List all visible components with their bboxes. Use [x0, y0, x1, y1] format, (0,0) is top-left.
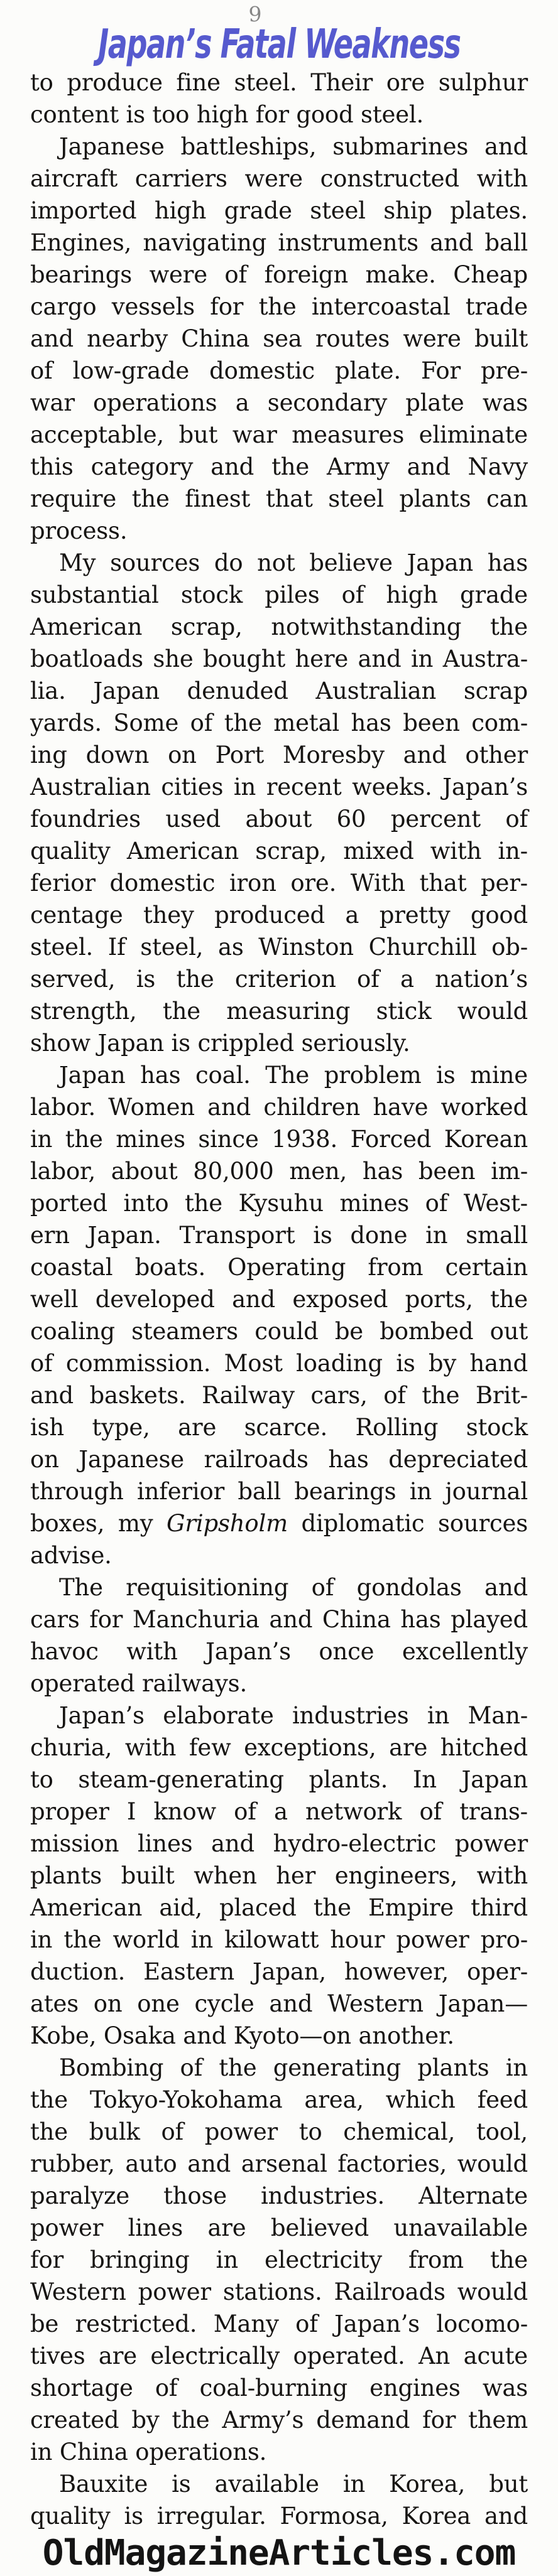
text-line: American aid, placed the Empire third: [30, 1894, 528, 1921]
text-line: coaling steamers could be bombed out: [30, 1318, 528, 1345]
text-line: tives are electrically operated. An acute: [30, 2342, 528, 2369]
text-line: centage they produced a pretty good: [30, 902, 528, 929]
text-line: rubber, auto and arsenal factories, would: [30, 2150, 528, 2177]
text-line: Kobe, Osaka and Kyoto—on another.: [30, 2022, 454, 2049]
text-line: this category and the Army and Navy: [30, 453, 528, 480]
text-line: process.: [30, 517, 128, 544]
text-line: labor, about 80,000 men, has been im-: [30, 1158, 528, 1185]
text-line: bearings were of foreign make. Cheap: [30, 261, 528, 288]
text-line: The requisitioning of gondolas and: [59, 1574, 528, 1601]
text-line: content is too high for good steel.: [30, 101, 424, 128]
text-line: mission lines and hydro-electric power: [30, 1830, 528, 1857]
text-line: on Japanese railroads has depreciated: [30, 1446, 528, 1473]
article-title: [0, 21, 558, 68]
text-line: substantial stock piles of high grade: [30, 581, 528, 608]
text-line: aircraft carriers were constructed with: [30, 165, 528, 192]
text-line: Japanese battleships, submarines and: [59, 133, 528, 160]
text-line: require the finest that steel plants can: [30, 485, 528, 512]
text-line: for bringing in electricity from the: [30, 2246, 528, 2273]
watermark-footer: OldMagazineArticles.com: [42, 2533, 516, 2573]
text-line: in the world in kilowatt hour power pro-: [30, 1926, 528, 1953]
text-line: ates on one cycle and Western Japan—: [30, 1990, 528, 2017]
text-line: duction. Eastern Japan, however, oper-: [30, 1958, 528, 1985]
text-line: and baskets. Railway cars, of the Brit-: [30, 1382, 528, 1409]
text-line: boatloads she bought here and in Austra-: [30, 645, 528, 672]
text-line: shortage of coal-burning engines was: [30, 2374, 528, 2401]
text-line: Western power stations. Railroads would: [30, 2278, 528, 2305]
text-line: ing down on Port Moresby and other: [30, 741, 528, 768]
text-line: well developed and exposed ports, the: [30, 1286, 528, 1313]
text-line: churia, with few exceptions, are hitched: [30, 1734, 528, 1761]
page-number: 9: [248, 2, 262, 26]
text-line: to steam-generating plants. In Japan: [30, 1766, 528, 1793]
text-line: war operations a secondary plate was: [30, 389, 528, 416]
text-line: American scrap, notwithstanding the: [30, 613, 528, 640]
text-line: Bauxite is available in Korea, but: [59, 2471, 528, 2498]
text-line: power lines are believed unavailable: [30, 2214, 528, 2241]
text-line: Japan has coal. The problem is mine: [59, 1062, 528, 1089]
text-line: ern Japan. Transport is done in small: [30, 1222, 528, 1249]
text-line: acceptable, but war measures eliminate: [30, 421, 528, 448]
text-line: yards. Some of the metal has been com-: [30, 709, 528, 736]
text-line: the bulk of power to chemical, tool,: [30, 2118, 528, 2145]
text-line: cargo vessels for the intercoastal trade: [30, 293, 528, 320]
text-line: strength, the measuring stick would: [30, 998, 528, 1025]
text-line: to produce fine steel. Their ore sulphur: [30, 69, 528, 96]
text-line: imported high grade steel ship plates.: [30, 197, 528, 224]
page-header: [0, 0, 558, 68]
text-line: labor. Women and children have worked: [30, 1094, 528, 1121]
text-line: boxes, my Gripsholm diplomatic sources: [30, 1510, 528, 1537]
text-line: Japan’s elaborate industries in Man-: [59, 1702, 528, 1729]
text-line: foundries used about 60 percent of: [30, 806, 528, 833]
text-line: advise.: [30, 1542, 112, 1569]
text-line: the Tokyo-Yokohama area, which feed: [30, 2086, 528, 2113]
text-line: and nearby China sea routes were built: [30, 325, 528, 352]
text-line: operated railways.: [30, 1670, 248, 1697]
text-line: quality is irregular. Formosa, Korea and: [30, 2503, 528, 2530]
text-line: of low-grade domestic plate. For pre-: [30, 357, 528, 384]
text-line: My sources do not believe Japan has: [59, 549, 528, 576]
text-line: proper I know of a network of trans-: [30, 1798, 528, 1825]
text-line: created by the Army’s demand for them: [30, 2406, 528, 2433]
text-line: paralyze those industries. Alternate: [30, 2182, 528, 2209]
text-line: ish type, are scarce. Rolling stock: [30, 1414, 528, 1441]
text-line: served, is the criterion of a nation’s: [30, 966, 528, 993]
text-line: be restricted. Many of Japan’s locomo-: [30, 2310, 528, 2337]
text-line: ferior domestic iron ore. With that per-: [30, 870, 528, 897]
text-line: cars for Manchuria and China has played: [30, 1606, 528, 1633]
text-line: plants built when her engineers, with: [30, 1862, 528, 1889]
text-line: coastal boats. Operating from certain: [30, 1254, 528, 1281]
text-line: Engines, navigating instruments and ball: [30, 229, 528, 256]
text-line: of commission. Most loading is by hand: [30, 1350, 528, 1377]
text-line: quality American scrap, mixed with in-: [30, 838, 528, 865]
text-line: Australian cities in recent weeks. Japan’s: [30, 773, 528, 800]
text-line: show Japan is crippled seriously.: [30, 1030, 410, 1057]
article-title-text: Japan’s Fatal Weakness: [97, 21, 461, 68]
text-line: in the mines since 1938. Forced Korean: [30, 1126, 528, 1153]
text-line: through inferior ball bearings in journal: [30, 1478, 528, 1505]
text-line: lia. Japan denuded Australian scrap: [30, 677, 528, 704]
text-line: ported into the Kysuhu mines of West-: [30, 1190, 528, 1217]
text-line: Bombing of the generating plants in: [59, 2054, 528, 2081]
text-line: in China operations.: [30, 2439, 267, 2466]
article-body: [30, 67, 528, 2532]
text-line: steel. If steel, as Winston Churchill ob-: [30, 934, 528, 961]
text-line: havoc with Japan’s once excellently: [30, 1638, 528, 1665]
